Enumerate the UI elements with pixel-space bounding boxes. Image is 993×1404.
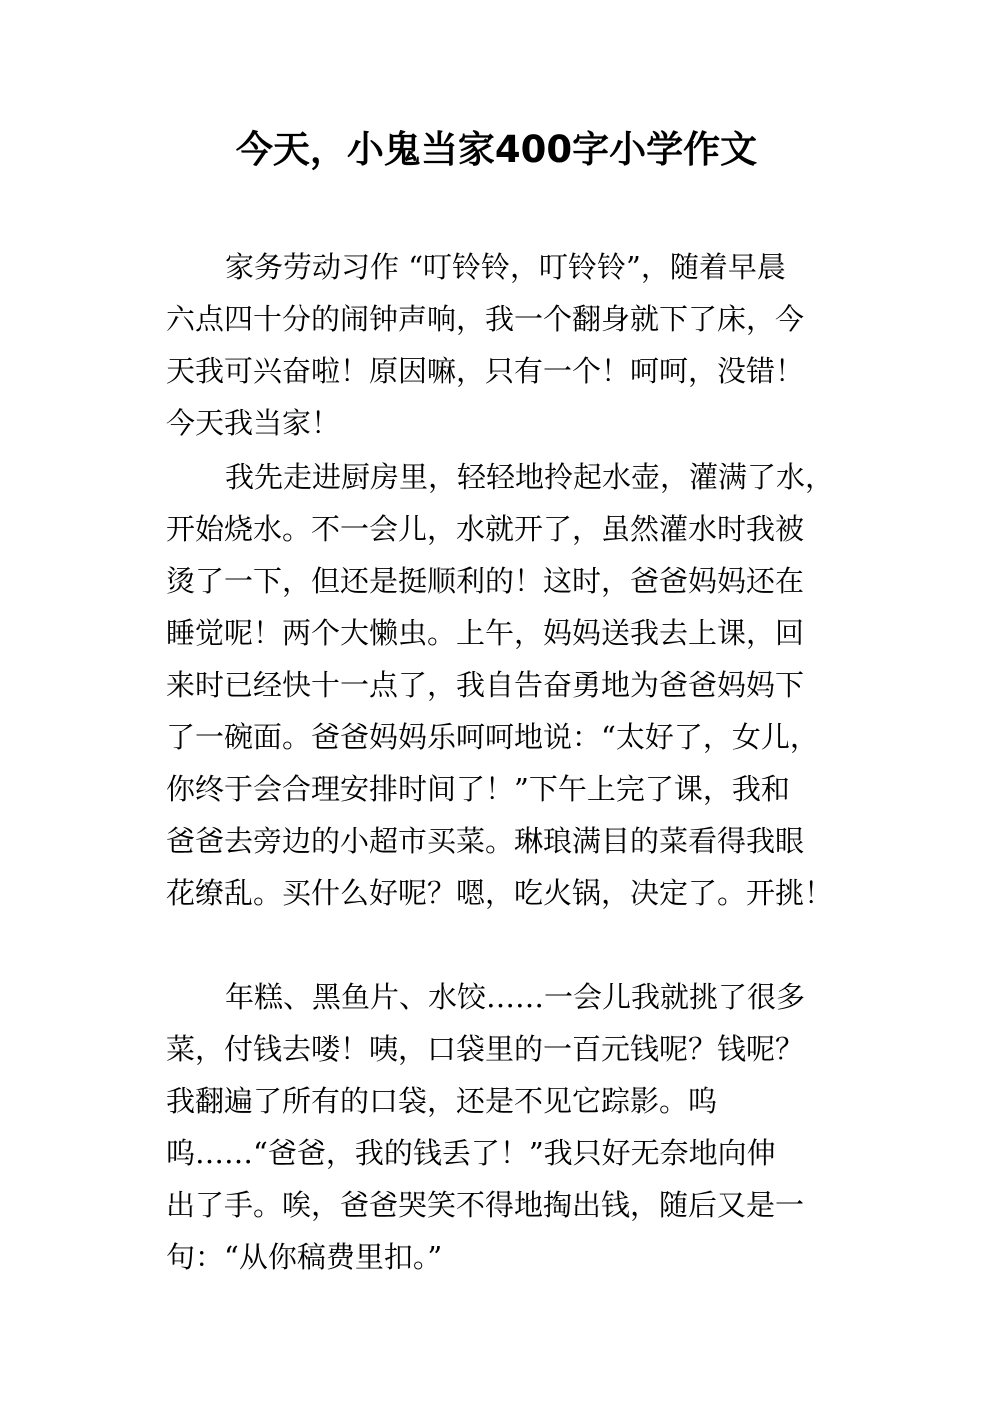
text-line: 六点四十分的闹钟声响，我一个翻身就下了床，今 — [166, 302, 805, 336]
text-line: 我先走进厨房里，轻轻地拎起水壶，灌满了水， — [225, 460, 835, 494]
text-line: 今天我当家！ — [166, 406, 341, 440]
text-line: 菜，付钱去喽！咦，口袋里的一百元钱呢？钱呢？ — [166, 1032, 805, 1066]
text-line: 烫了一下，但还是挺顺利的！这时，爸爸妈妈还在 — [166, 564, 805, 598]
text-line: 花缭乱。买什么好呢？嗯，吃火锅，决定了。开挑！ — [166, 876, 834, 910]
text-line: 爸爸去旁边的小超市买菜。琳琅满目的菜看得我眼 — [166, 824, 805, 858]
text-line: 天我可兴奋啦！原因嘛，只有一个！呵呵，没错！ — [166, 354, 805, 388]
text-line: 开始烧水。不一会儿，水就开了，虽然灌水时我被 — [166, 512, 805, 546]
text-line: 句：“从你稿费里扣。” — [166, 1240, 443, 1274]
text-line: 你终于会合理安排时间了！”下午上完了课，我和 — [166, 772, 790, 806]
text-line: 年糕、黑鱼片、水饺……一会儿我就挑了很多 — [225, 980, 806, 1014]
text-line: 出了手。唉，爸爸哭笑不得地掏出钱，随后又是一 — [166, 1188, 805, 1222]
text-line: 睡觉呢！两个大懒虫。上午，妈妈送我去上课，回 — [166, 616, 805, 650]
text-line: 我翻遍了所有的口袋，还是不见它踪影。呜 — [166, 1084, 718, 1118]
text-line: 家务劳动习作 “叮铃铃，叮铃铃”，随着早晨 — [225, 250, 786, 284]
text-line: 来时已经快十一点了，我自告奋勇地为爸爸妈妈下 — [166, 668, 805, 702]
text-line: 呜……“爸爸，我的钱丢了！”我只好无奈地向伸 — [166, 1136, 776, 1170]
page-title: 今天，小鬼当家400字小学作文 — [235, 128, 758, 171]
text-line: 了一碗面。爸爸妈妈乐呵呵地说：“太好了，女儿， — [166, 720, 819, 754]
